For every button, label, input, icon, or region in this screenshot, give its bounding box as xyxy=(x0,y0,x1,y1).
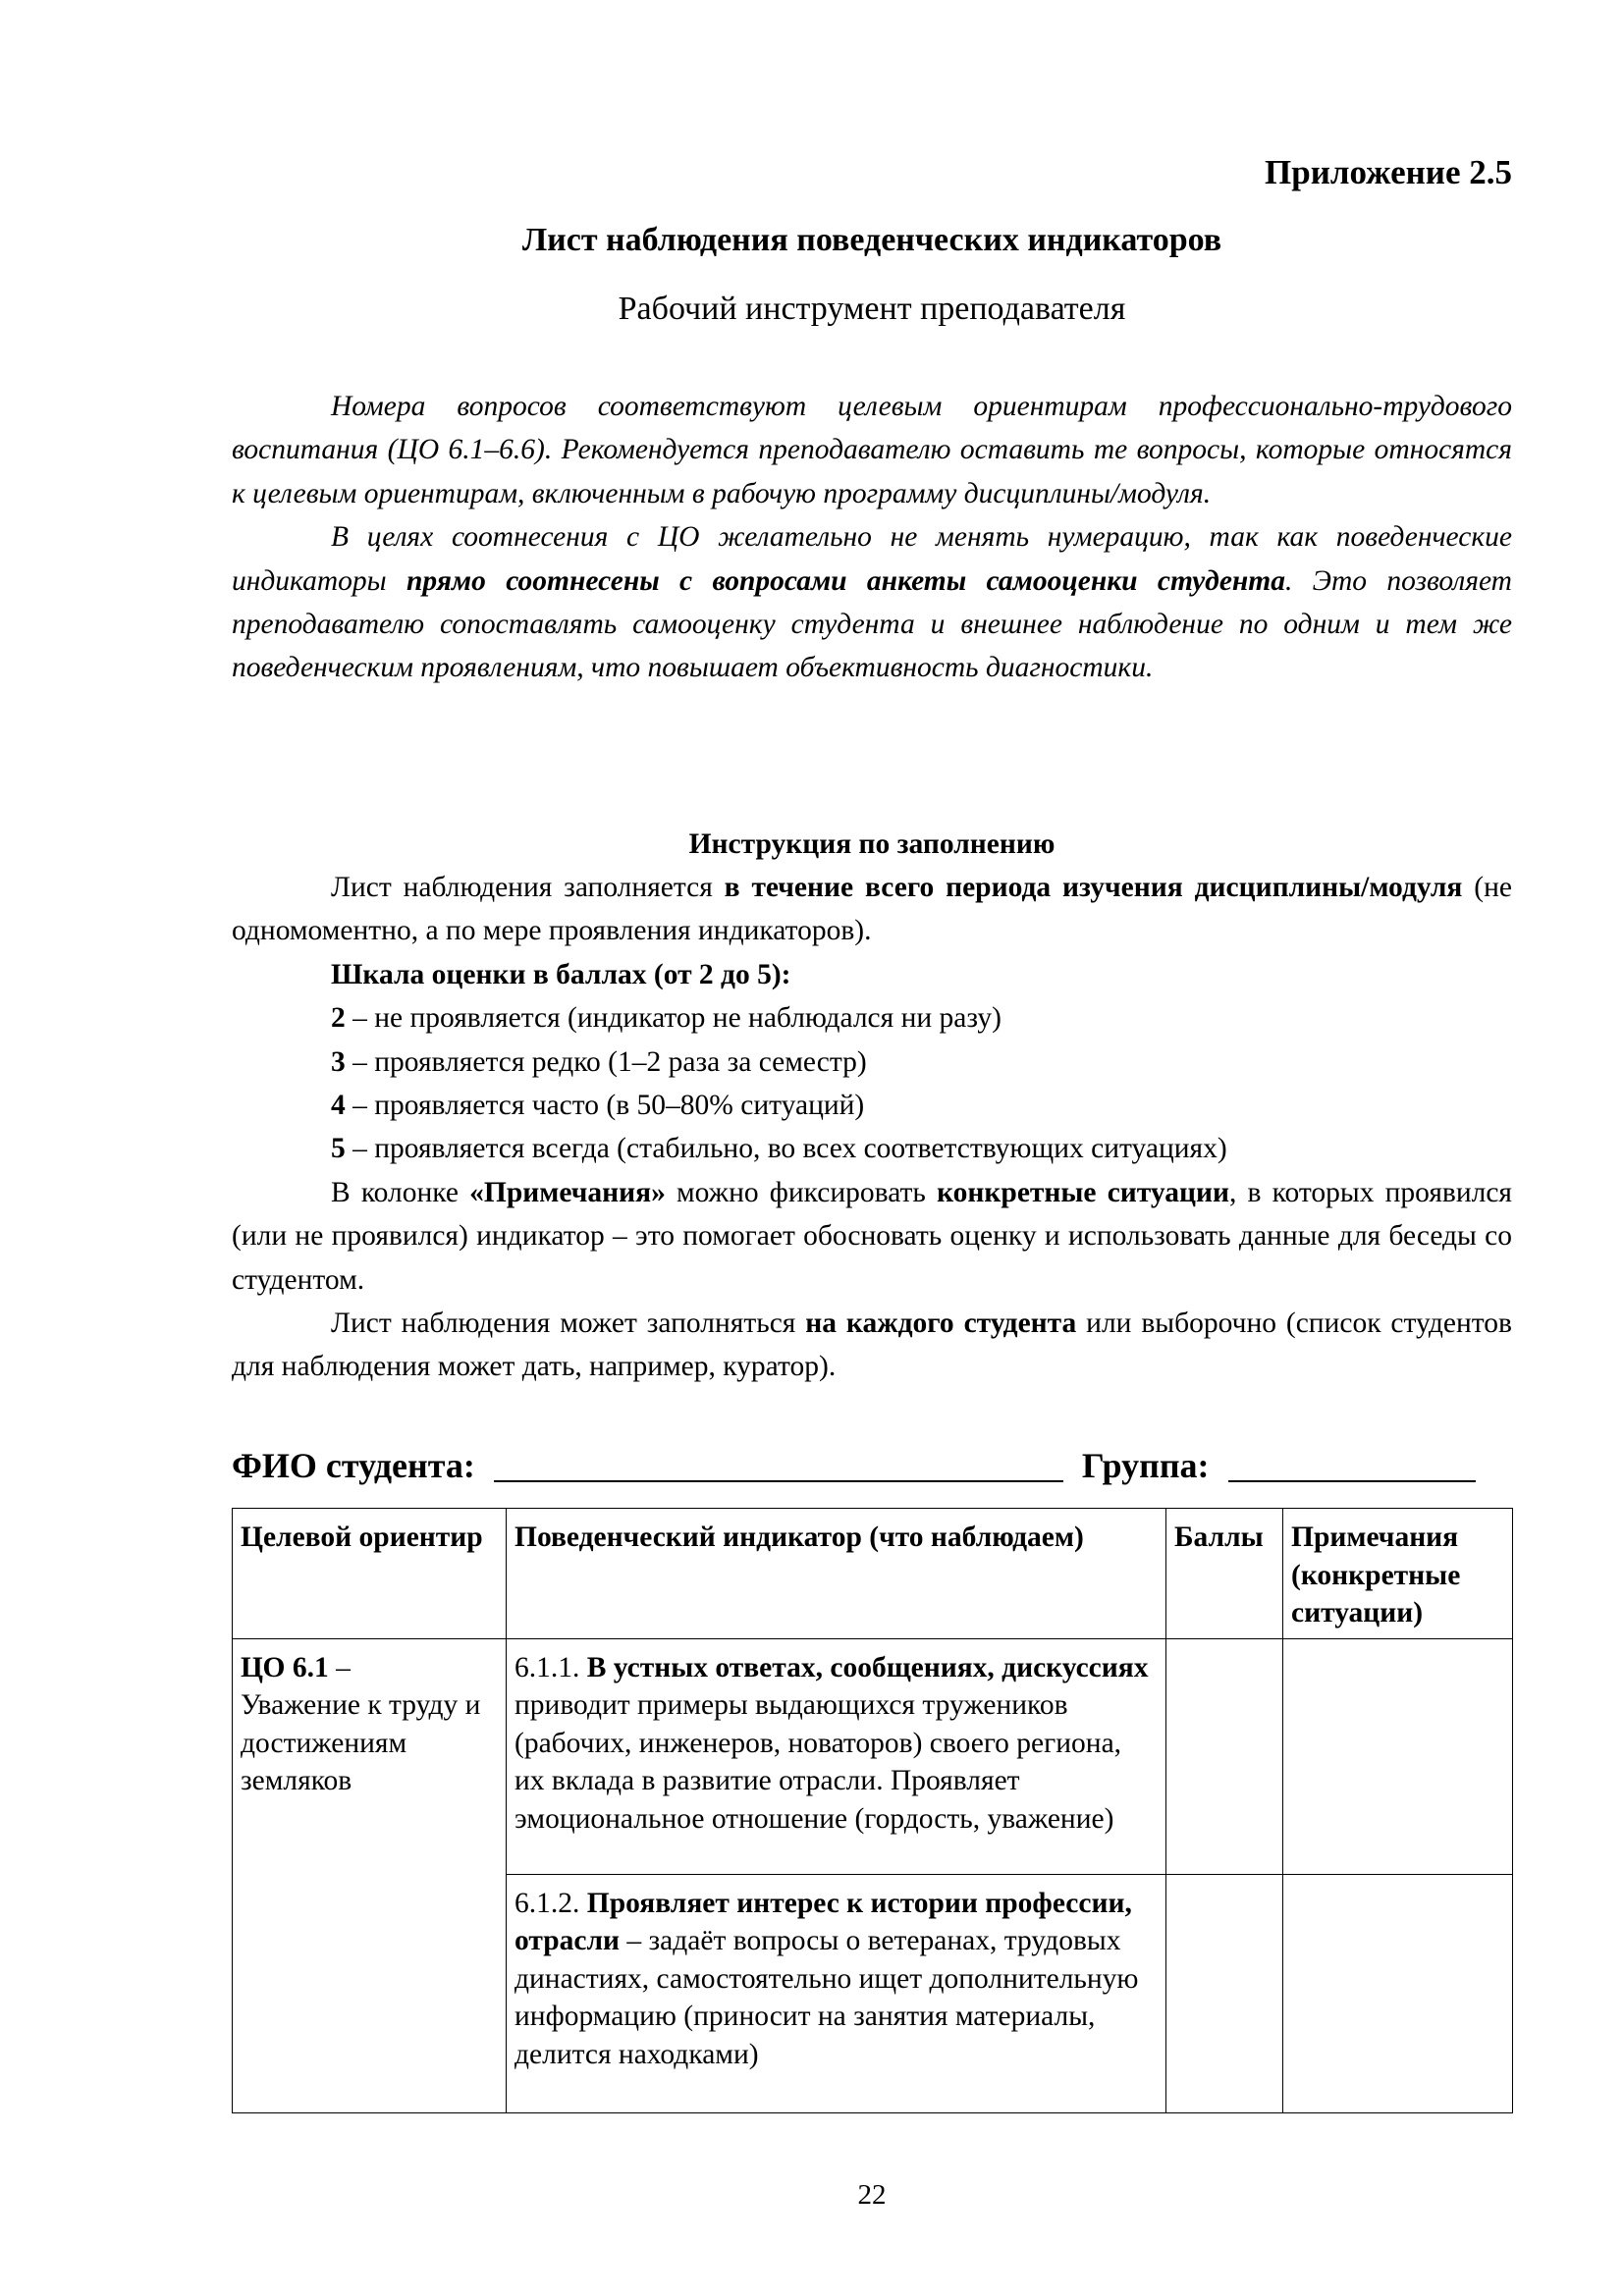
scale-item xyxy=(232,1041,1512,1084)
appendix-label: Приложение 2.5 xyxy=(1265,153,1512,191)
instr-p1-emphasis: в течение всего периода изучения дисциплины/модуля xyxy=(724,872,1463,903)
instr-p2-emphasis: «Примечания» xyxy=(469,1176,666,1208)
target-cell xyxy=(233,1638,507,2112)
intro-paragraph-2 xyxy=(232,515,1512,690)
intro-paragraph-1: Номера вопросов соответствуют целевым ориентирам профессионально-трудового воспитания (ЦО 6.1–6.6). Рекомендуется преподавателю оставить те вопросы, которые относятся к целевым ориентирам, включенным в рабочую программу дисциплины/модуля. xyxy=(232,391,1512,509)
indicator-number: 6.1.2. xyxy=(514,1887,587,1919)
instr-p3-text: Лист наблюдения может заполняться xyxy=(331,1308,806,1340)
instructions-title: Инструкция по заполнению xyxy=(688,828,1056,860)
table-row xyxy=(233,1638,1513,1874)
instr-p1-text-end: (не одномоментно, а по мере проявления индикаторов). xyxy=(232,872,1512,947)
scale-score: 2 xyxy=(331,1002,346,1035)
notes-cell[interactable] xyxy=(1283,1874,1513,2112)
target-code: ЦО 6.1 xyxy=(241,1651,329,1683)
instr-p3-text-end: или выборочно (список студентов для наблюдения может дать, например, куратор). xyxy=(232,1308,1512,1383)
scale-score: 5 xyxy=(331,1133,346,1165)
intro-section xyxy=(232,385,1512,690)
observation-table xyxy=(232,1508,1513,2113)
page-number: 22 xyxy=(857,2179,887,2211)
target-text: Уважение к труду и достижениям земляков xyxy=(241,1689,481,1796)
indicator-cell xyxy=(507,1638,1166,1874)
instr-p2-text: можно фиксировать xyxy=(665,1176,938,1208)
intro-p2-text-end: . Это позволяет преподавателю сопоставлять самооценку студента и внешнее наблюдение по одним и тем же поведенческим проявлениям, что повышает объективность диагностики. xyxy=(232,564,1512,684)
student-name-field[interactable] xyxy=(494,1445,1063,1482)
header-score: Баллы xyxy=(1166,1509,1283,1639)
group-label: Группа: xyxy=(1081,1446,1210,1485)
instr-p2-text: В колонке xyxy=(331,1176,470,1208)
scale-title xyxy=(232,953,1512,996)
scale-text: – не проявляется (индикатор не наблюдался ни разу) xyxy=(345,1002,1001,1035)
indicator-emphasis: Проявляет интерес к истории профессии, отрасли xyxy=(514,1887,1132,1956)
intro-p2-text: В целях соотнесения с ЦО желательно не менять нумерацию, так как поведенческие индикаторы xyxy=(232,521,1512,597)
indicator-number: 6.1.1. xyxy=(514,1651,587,1683)
scale-item xyxy=(232,996,1512,1040)
scale-title-text: Шкала оценки в баллах (от 2 до 5): xyxy=(331,958,791,990)
instr-p2-text-end: , в которых проявился (или не проявился) индикатор – это помогает обосновать оценку и использовать данные для беседы со студентом. xyxy=(232,1176,1512,1296)
instructions-paragraph-3 xyxy=(232,1302,1512,1389)
instructions-paragraph-2 xyxy=(232,1171,1512,1302)
score-cell[interactable] xyxy=(1166,1638,1283,1874)
header-target: Целевой ориентир xyxy=(233,1509,507,1639)
instructions-paragraph-1 xyxy=(232,866,1512,953)
document-title: Лист наблюдения поведенческих индикаторов xyxy=(521,222,1222,258)
document-subtitle: Рабочий инструмент преподавателя xyxy=(618,291,1126,327)
score-cell[interactable] xyxy=(1166,1874,1283,2112)
indicator-emphasis: В устных ответах, сообщениях, дискуссиях xyxy=(586,1651,1149,1683)
header-indicator: Поведенческий индикатор (что наблюдаем) xyxy=(507,1509,1166,1639)
indicator-cell xyxy=(507,1874,1166,2112)
student-name-label: ФИО студента: xyxy=(232,1446,475,1485)
notes-cell[interactable] xyxy=(1283,1638,1513,1874)
group-field[interactable] xyxy=(1228,1445,1476,1482)
indicator-text: – задаёт вопросы о ветеранах, трудовых династиях, самостоятельно ищет дополнительную информацию (приносит на занятия материалы, делится находками) xyxy=(514,1925,1139,2070)
target-dash: – xyxy=(328,1651,351,1683)
instr-p1-text: Лист наблюдения заполняется xyxy=(331,872,725,903)
header-notes: Примечания (конкретные ситуации) xyxy=(1283,1509,1513,1639)
scale-score: 3 xyxy=(331,1045,346,1078)
student-info-line xyxy=(232,1443,1512,1488)
instructions-section xyxy=(232,866,1512,1389)
instr-p2-emphasis: конкретные ситуации xyxy=(937,1176,1229,1208)
scale-text: – проявляется всегда (стабильно, во всех соответствующих ситуациях) xyxy=(345,1133,1227,1165)
table-header-row xyxy=(233,1509,1513,1639)
intro-p2-emphasis: прямо соотнесены с вопросами анкеты самооценки студента xyxy=(406,564,1285,597)
scale-text: – проявляется редко (1–2 раза за семестр) xyxy=(345,1045,867,1078)
scale-score: 4 xyxy=(331,1090,346,1122)
scale-item xyxy=(232,1084,1512,1127)
indicator-text: приводит примеры выдающихся тружеников (рабочих, инженеров, новаторов) своего региона, их вклада в развитие отрасли. Проявляет эмоциональное отношение (гордость, уважение) xyxy=(514,1689,1122,1835)
scale-text: – проявляется часто (в 50–80% ситуаций) xyxy=(345,1090,865,1122)
instr-p3-emphasis: на каждого студента xyxy=(805,1308,1077,1340)
scale-item xyxy=(232,1127,1512,1170)
